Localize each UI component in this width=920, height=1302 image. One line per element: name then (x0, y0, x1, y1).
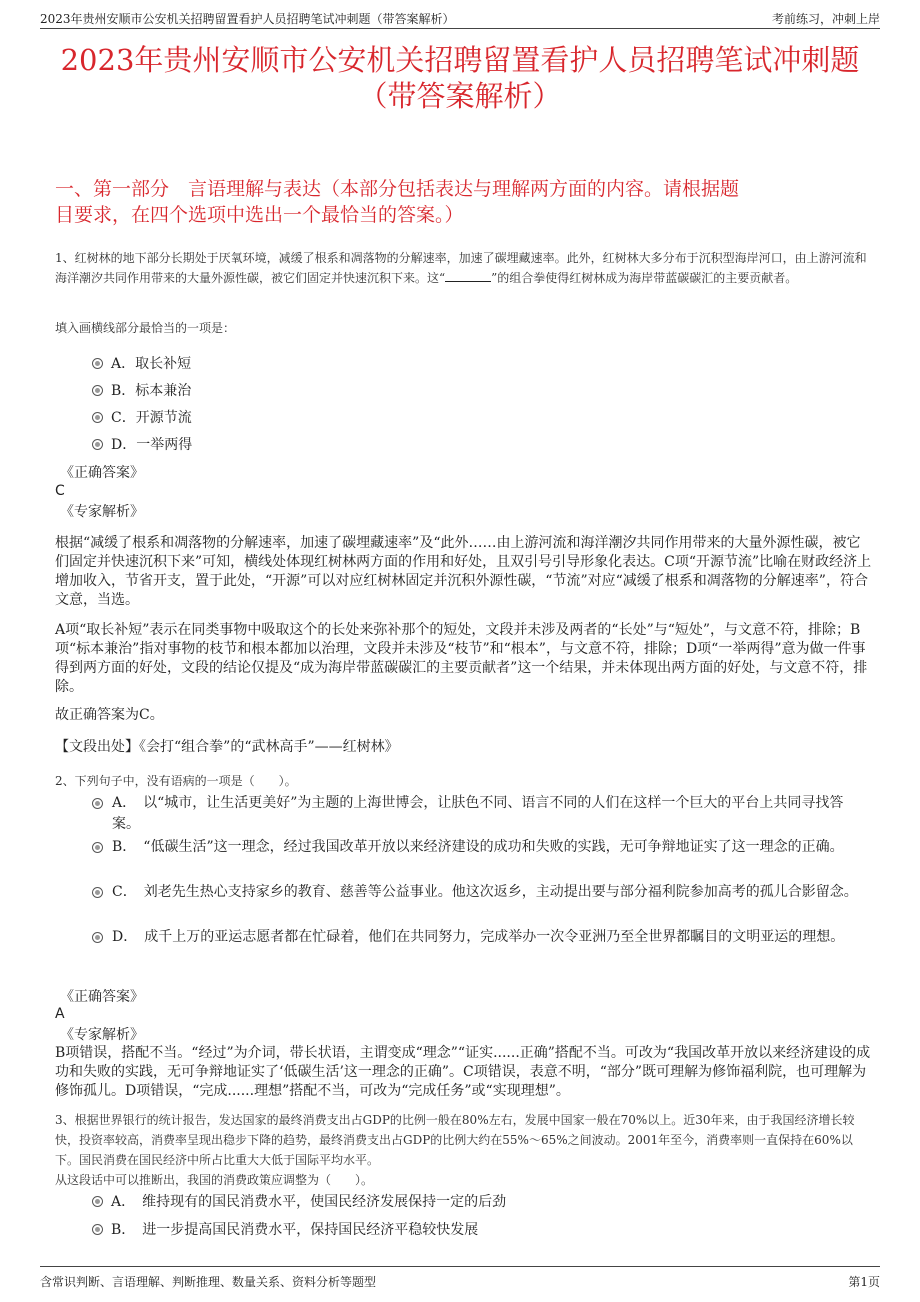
radio-icon[interactable] (92, 887, 103, 898)
q1-answer: C (55, 483, 65, 499)
q1-analysis-label: 《专家解析》 (60, 504, 144, 520)
q1-analysis-paragraph: 根据“减缓了根系和凋落物的分解速率，加速了碳埋藏速率”及“此外……由上游河流和海洋潮汐共同作用带来的大量外源性碳，被它们固定并快速沉积下来”可知，横线处体现红树林两方面的作用和好处，且双引号引导形象化表达。C项“开源节流”比喻在财政经济上增加收入，节省开支，置于此处，“开源”可以对应红树林固定并沉积外源性碳，“节流”对应“减缓了根系和凋落物的分解速率”，符合文意，当选。 (55, 535, 872, 608)
document-title (40, 42, 880, 114)
q2-option-b[interactable] (92, 838, 111, 858)
q2-option-b-text: B． “低碳生活”这一理念，经过我国改革开放以来经济建设的成功和失败的实践，无可争辩地证实了这一理念的正确。 (112, 839, 844, 855)
q2-answer: A (55, 1006, 65, 1022)
footer-note: 含常识判断、言语理解、判断推理、数量关系、资料分析等题型 (40, 1275, 377, 1289)
q1-instruction: 填入画横线部分最恰当的一项是： (55, 321, 236, 335)
q2-answer-label: 《正确答案》 (60, 989, 144, 1005)
radio-icon[interactable] (92, 412, 103, 423)
title-line-2: （带答案解析） (358, 79, 562, 113)
radio-icon[interactable] (92, 798, 103, 809)
q2-option-a-text: A． 以“城市，让生活更美好”为主题的上海世博会，让肤色不同、语言不同的人们在这样一个巨大的平台上共同寻找答案。 (112, 795, 844, 832)
page-header (40, 8, 880, 29)
page-number: 第1页 (848, 1275, 880, 1289)
q1-option-c[interactable]: C．开源节流 (92, 408, 192, 428)
q1-answer-label: 《正确答案》 (60, 465, 144, 481)
header-doc-title: 2023年贵州安顺市公安机关招聘留置看护人员招聘笔试冲刺题（带答案解析） (40, 12, 455, 26)
q2-option-c[interactable] (92, 883, 111, 903)
radio-icon[interactable] (92, 1196, 103, 1207)
q1-option-d[interactable]: D．一举两得 (92, 435, 192, 455)
q1-analysis-paragraph: A项“取长补短”表示在同类事物中吸取这个的长处来弥补那个的短处，文段并未涉及两者的“长处”与“短处”，与文意不符，排除；B项“标本兼治”指对事物的枝节和根本都加以治理，文段并未涉及“枝节”和“根本”，与文意不符，排除；D项“一举两得”意为做一件事得到两方面的好处，文段的结论仅提及“成为海岸带蓝碳碳汇的主要贡献者”这一个结果，并未体现出两方面的好处，与文意不符，排除。 (55, 622, 868, 695)
q3-stem-question: 从这段话中可以推断出，我国的消费政策应调整为（ ）。 (55, 1173, 374, 1187)
q2-option-a[interactable] (92, 794, 111, 814)
q3-option-b[interactable]: B． 进一步提高国民消费水平，保持国民经济平稳较快发展 (92, 1220, 478, 1240)
section-line-2: 目要求，在四个选项中选出一个最恰当的答案。） (55, 204, 464, 226)
q1-conclusion: 故正确答案为C。 (55, 707, 164, 723)
radio-icon[interactable] (92, 385, 103, 396)
q2-stem: 2、下列句子中，没有语病的一项是（ ）。 (55, 774, 297, 788)
section-line-1: 一、第一部分 言语理解与表达（本部分包括表达与理解两方面的内容。请根据题 (55, 178, 740, 200)
title-line-1: 2023年贵州安顺市公安机关招聘留置看护人员招聘笔试冲刺题 (60, 43, 860, 77)
radio-icon[interactable] (92, 358, 103, 369)
q3-stem: 3、根据世界银行的统计报告，发达国家的最终消费支出占GDP的比例一般在80%左右，发展中国家一般在70%以上。近30年来，由于我国经济增长较快，投资率较高，消费率呈现出稳步下降的趋势，最终消费支出占GDP的比例大约在55%～65%之间波动。2001年至今，消费率则一直保持在60%以下。国民消费在国民经济中所占比重大大低于国际平均水平。 (55, 1113, 855, 1167)
q1-stem: 1、红树林的地下部分长期处于厌氧环境，减缓了根系和凋落物的分解速率，加速了碳埋藏速率。此外，红树林大多分布于沉积型海岸河口，由上游河流和海洋潮汐共同作用带来的大量外源性碳，被它们固定并快速沉积下来。这“ ”的组合拳使得红树林成为海岸带蓝碳碳汇的主要贡献者。 (55, 251, 867, 285)
q1-option-a[interactable]: A．取长补短 (92, 354, 191, 374)
page-footer (40, 1266, 880, 1291)
radio-icon[interactable] (92, 932, 103, 943)
q1-source: 【文段出处】《会打“组合拳”的“武林高手”——红树林》 (55, 739, 399, 755)
header-slogan: 考前练习，冲刺上岸 (771, 12, 880, 26)
q1-option-b[interactable]: B．标本兼治 (92, 381, 191, 401)
q2-analysis-label: 《专家解析》 (60, 1027, 144, 1043)
q3-option-a[interactable]: A． 维持现有的国民消费水平，使国民经济发展保持一定的后劲 (92, 1192, 506, 1212)
q2-option-c-text: C． 刘老先生热心支持家乡的教育、慈善等公益事业。他这次返乡，主动提出要与部分福利院参加高考的孤儿合影留念。 (112, 884, 858, 900)
radio-icon[interactable] (92, 842, 103, 853)
q1-blank (445, 269, 491, 282)
radio-icon[interactable] (92, 1224, 103, 1235)
q2-analysis: B项错误，搭配不当。“经过”为介词，带长状语，主谓变成“理念”“证实......正确”搭配不当。可改为“我国改革开放以来经济建设的成功和失败的实践，无可争辩地证实了‘低碳生活’这一理念的正确”。C项错误，表意不明，“部分”既可理解为修饰福利院，也可理解为修饰孤儿。D项错误，“完成......理想”搭配不当，可改为“完成任务”或“实现理想”。 (55, 1045, 871, 1099)
q2-option-d-text: D． 成千上万的亚运志愿者都在忙碌着，他们在共同努力，完成举办一次令亚洲乃至全世界都瞩目的文明亚运的理想。 (112, 929, 845, 945)
radio-icon[interactable] (92, 439, 103, 450)
section-heading (55, 176, 880, 228)
q2-option-d[interactable] (92, 928, 111, 948)
